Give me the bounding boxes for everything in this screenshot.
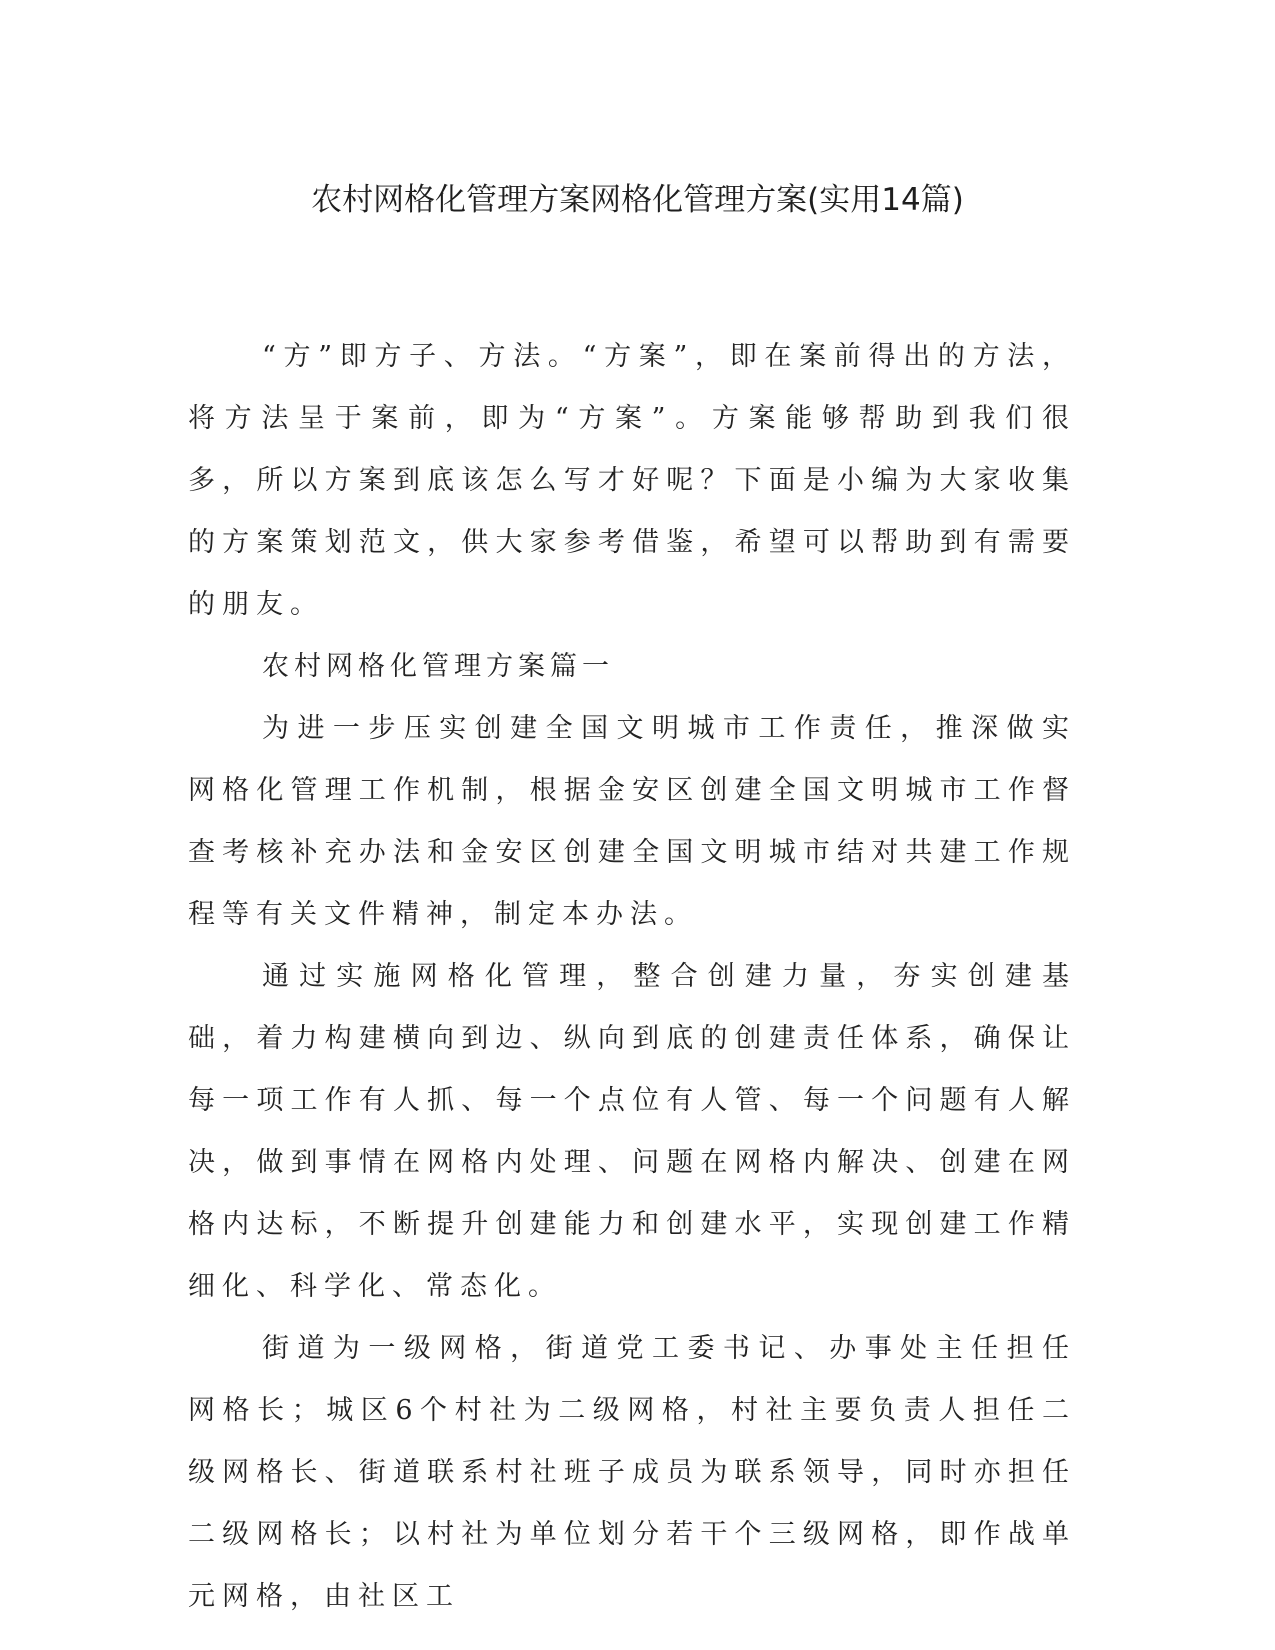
paragraph-intro: “方”即方子、方法。“方案”，即在案前得出的方法，将方法呈于案前，即为“方案”。方案能够帮助到我们很多，所以方案到底该怎么写才好呢？下面是小编为大家收集的方案策划范文，供大家参考借鉴，希望可以帮助到有需要的朋友。 [188, 341, 1076, 620]
section-heading: 农村网格化管理方案篇一 [262, 651, 614, 682]
paragraph-goals: 通过实施网格化管理，整合创建力量，夯实创建基础，着力构建横向到边、纵向到底的创建责任体系，确保让每一项工作有人抓、每一个点位有人管、每一个问题有人解决，做到事情在网格内处理、问题在网格内解决、创建在网格内达标，不断提升创建能力和创建水平，实现创建工作精细化、科学化、常态化。 [188, 961, 1076, 1302]
paragraph-purpose: 为进一步压实创建全国文明城市工作责任，推深做实网格化管理工作机制，根据金安区创建全国文明城市工作督查考核补充办法和金安区创建全国文明城市结对共建工作规程等有关文件精神，制定本办法。 [188, 713, 1076, 930]
document-title: 农村网格化管理方案网格化管理方案(实用14篇) [311, 182, 964, 218]
document-body [188, 326, 1076, 1628]
paragraph-grid-levels: 街道为一级网格，街道党工委书记、办事处主任担任网格长；城区6个村社为二级网格，村社主要负责人担任二级网格长、街道联系村社班子成员为联系领导，同时亦担任二级网格长；以村社为单位划分若干个三级网格，即作战单元网格，由社区工 [188, 1333, 1076, 1612]
